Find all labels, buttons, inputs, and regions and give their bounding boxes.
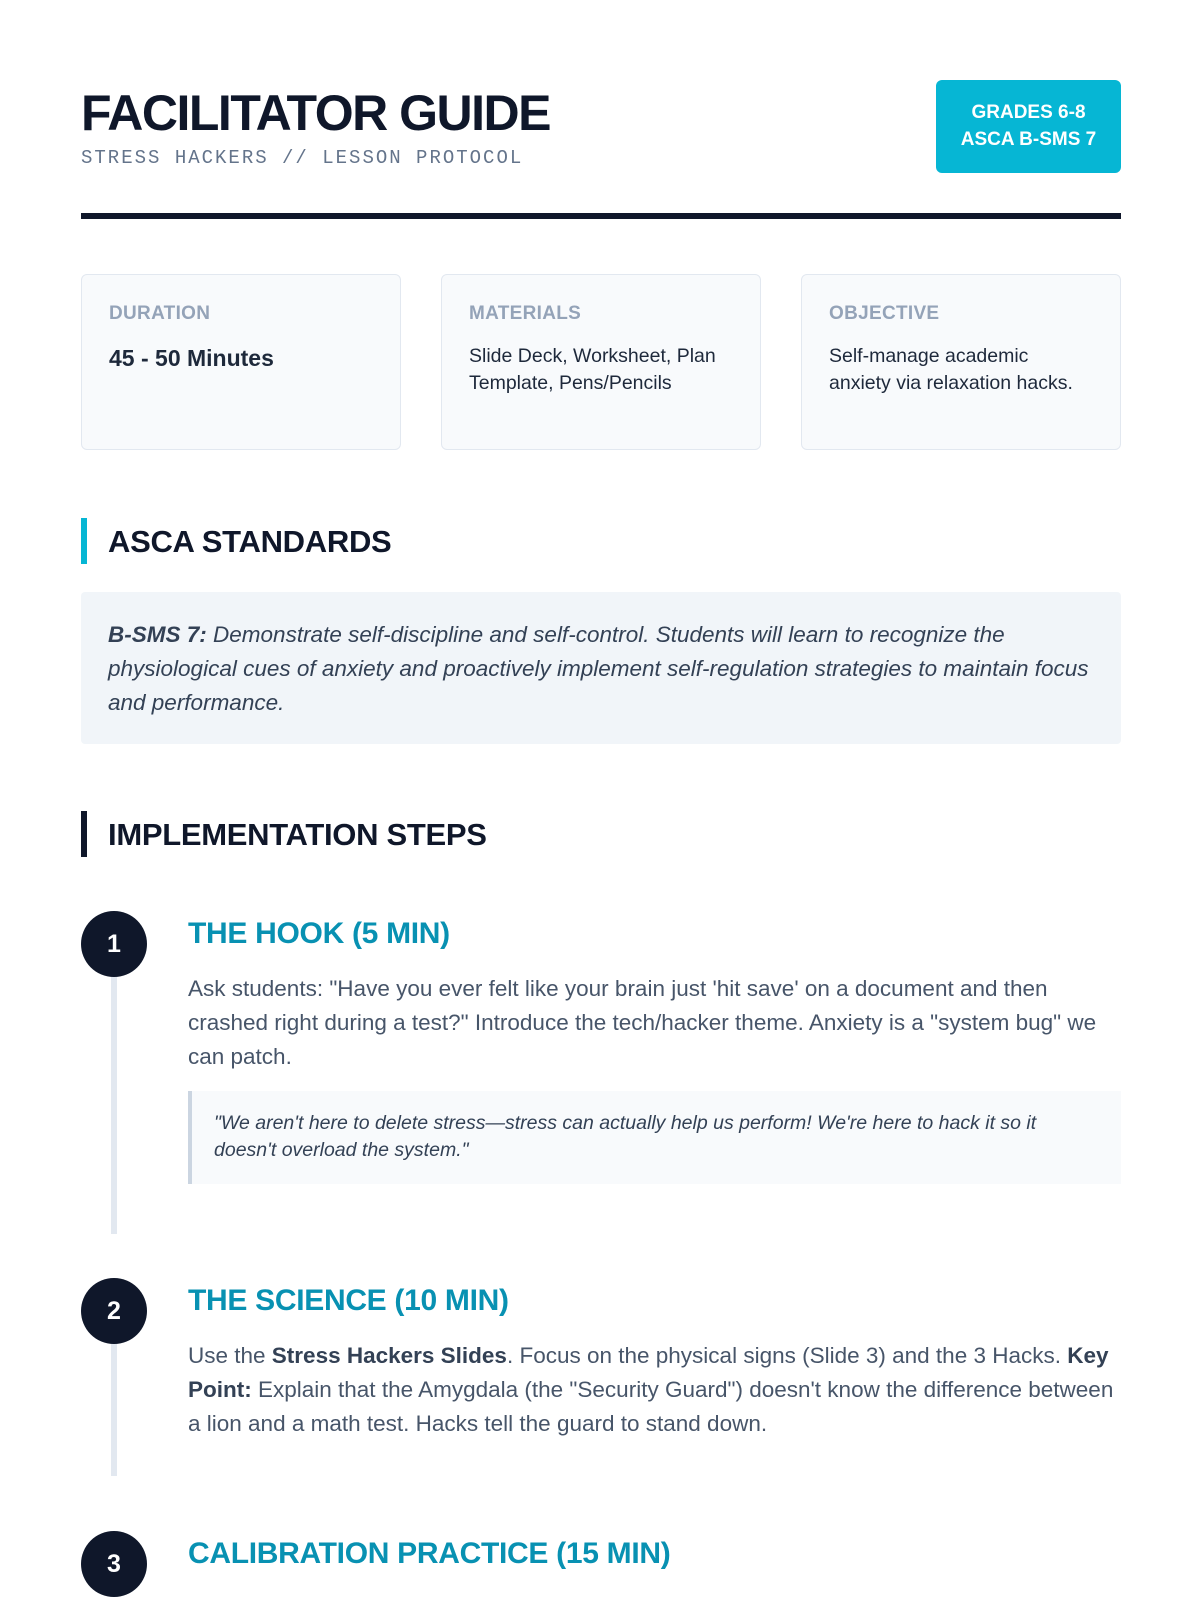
step-number-badge: 2 [81,1278,147,1344]
duration-label: DURATION [109,303,211,324]
lesson-info-cards [81,274,1121,450]
step-body-text: Explain that the Amygdala (the "Security Guard") doesn't know the difference between a lion and a math test. Hacks tell the guard to stand down. [188,1376,1114,1436]
objective-label: OBJECTIVE [829,303,940,324]
standards-callout [81,592,1121,744]
standards-heading: ASCA STANDARDS [108,524,392,559]
materials-label: MATERIALS [469,303,582,324]
implementation-section-heading [81,811,1121,857]
header-divider [81,213,1121,219]
step-title: THE SCIENCE (10 MIN) [188,1284,509,1317]
step-body [188,1339,1121,1440]
duration-card [81,274,401,450]
badge-grades: GRADES 6-8 [971,101,1086,123]
step-3 [81,1531,1121,1600]
page-subtitle: STRESS HACKERS // LESSON PROTOCOL [81,147,524,169]
step-body-text: Use the [188,1343,272,1368]
step-title: CALIBRATION PRACTICE (15 MIN) [188,1537,671,1570]
objective-value: Self-manage academic anxiety via relaxation hacks. [829,345,1073,394]
page-title: FACILITATOR GUIDE [81,85,550,141]
step-number-badge: 1 [81,911,147,977]
slides-reference: Stress Hackers Slides [271,1343,507,1368]
step-body: Ask students: "Have you ever felt like your brain just 'hit save' on a document and then crashed right during a test?" Introduce the tech/hacker theme. Anxiety is a "system bug" we can patch. [188,976,1097,1069]
grade-standard-badge [936,80,1121,173]
guide-header [81,80,1121,180]
step-2 [81,1278,1121,1478]
step-title: THE HOOK (5 MIN) [188,917,450,950]
standard-code: B-SMS 7: [108,622,207,647]
implementation-heading: IMPLEMENTATION STEPS [108,817,487,852]
materials-card [441,274,761,450]
badge-standard: ASCA B-SMS 7 [960,128,1097,150]
duration-value: 45 - 50 Minutes [109,345,274,371]
standard-description: Demonstrate self-discipline and self-control. Students will learn to recognize the physiological cues of anxiety and proactively implement self-regulation strategies to maintain focus and performance. [108,622,1089,715]
step-number-badge: 3 [81,1531,147,1597]
standards-section-heading [81,518,1121,564]
step-1 [81,911,1121,1231]
step-timeline-line [111,971,117,1234]
step-quote: "We aren't here to delete stress—stress can actually help us perform! We're here to hack it so it doesn't overload the system." [188,1091,1121,1184]
section-accent-bar [81,811,87,857]
section-accent-bar [81,518,87,564]
objective-card [801,274,1121,450]
step-body-text: . Focus on the physical signs (Slide 3) and the 3 Hacks. [506,1343,1068,1368]
materials-value: Slide Deck, Worksheet, Plan Template, Pens/Pencils [469,345,716,394]
step-timeline-line [111,1338,117,1476]
key-point-label: Key Point: [188,1343,1109,1402]
